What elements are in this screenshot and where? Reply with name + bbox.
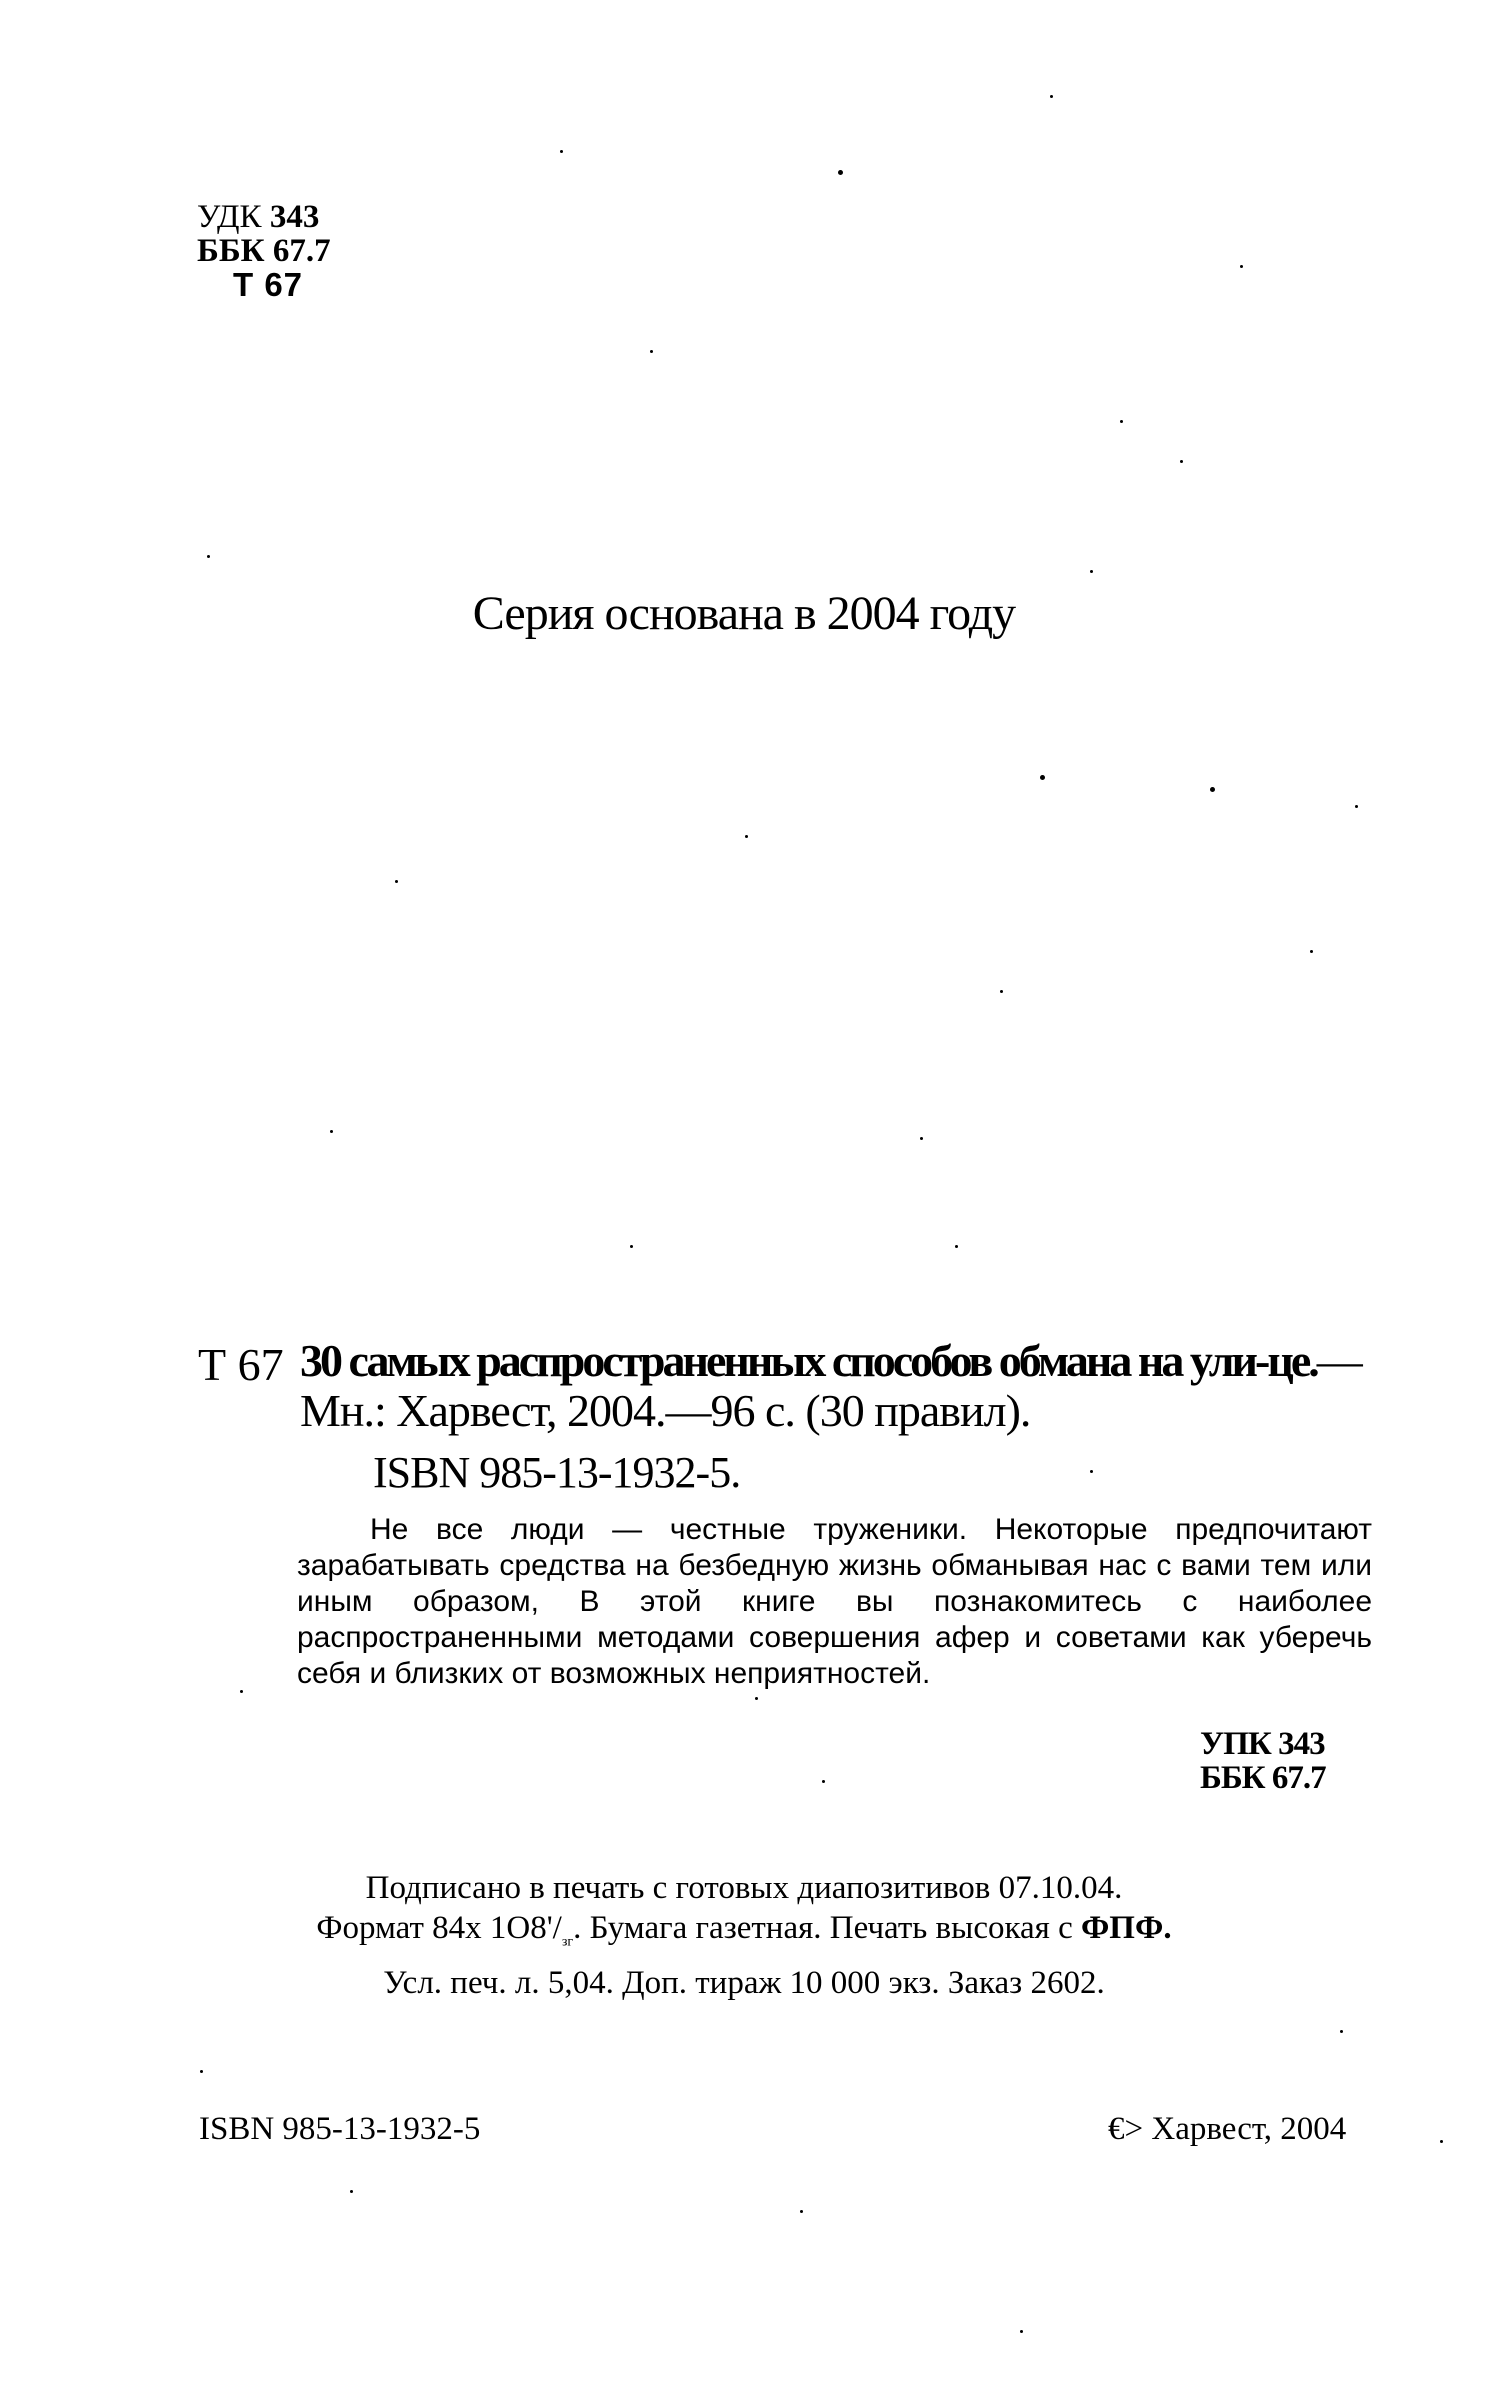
scan-speck (350, 2190, 353, 2193)
catalog-entry (300, 1336, 1380, 1436)
scan-speck (207, 555, 210, 558)
format-text: Формат 84х 1О8'/ (316, 1910, 562, 1946)
format-subscript: зг (561, 1934, 574, 1950)
catalog-code: Т 67 (198, 1339, 284, 1390)
scan-speck (1040, 775, 1045, 780)
annotation: Не все люди — честные труженики. Некоторые предпочитают зарабатывать средства на безбедную жизнь обманывая нас с вами тем или иным образом, В этой книге вы познакомитесь с наиболее распространенными методами совершения афер и советами как уберечь себя и близких от возможных неприятностей. (297, 1513, 1372, 1690)
imprint-line-1: Подписано в печать с готовых диапозитивов 07.10.04. (365, 1870, 1123, 1906)
udk-row (197, 200, 331, 234)
bbk-label: ББК (197, 233, 265, 269)
book-title: 30 самых распространенных способов обмана на ули-це. (300, 1335, 1317, 1386)
scan-speck (755, 1697, 758, 1700)
scan-speck (1340, 2030, 1343, 2033)
scan-speck (1120, 420, 1123, 423)
scan-speck (1310, 950, 1313, 953)
scan-speck (1090, 570, 1093, 573)
scan-speck (650, 350, 653, 353)
paper-text: . Бумага газетная. Печать высокая с (573, 1910, 1081, 1946)
publication-details: — Мн.: Харвест, 2004.—96 с. (30 правил). (300, 1335, 1362, 1436)
scan-speck (200, 2070, 203, 2073)
scan-speck (240, 1690, 243, 1693)
scan-speck (920, 1137, 923, 1140)
scan-speck (1050, 95, 1053, 98)
scan-speck (1090, 1470, 1093, 1473)
imprint-line-2 (0, 1908, 1488, 1963)
scan-speck (745, 835, 748, 838)
udk-repeat: УПК 343 (1200, 1726, 1325, 1762)
classification-repeat (1200, 1727, 1326, 1795)
scan-speck (1240, 265, 1243, 268)
scan-speck (1210, 787, 1215, 792)
scan-speck (560, 150, 563, 153)
scan-speck (800, 2210, 803, 2213)
footer-isbn: ISBN 985-13-1932-5 (199, 2111, 481, 2147)
scan-speck (1440, 2140, 1443, 2143)
series-note: Серия основана в 2004 году (472, 587, 1016, 640)
scan-speck (838, 170, 843, 175)
printer-abbrev: ФПФ. (1080, 1910, 1172, 1946)
scan-speck (1355, 805, 1358, 808)
scan-speck (955, 1245, 958, 1248)
print-imprint (0, 1868, 1488, 2003)
scan-speck (1000, 990, 1003, 993)
scan-speck (395, 880, 398, 883)
scan-speck (1020, 2330, 1023, 2333)
scan-speck (1180, 460, 1183, 463)
author-mark: Т 67 (233, 266, 304, 303)
bbk-value: 67.7 (272, 233, 331, 269)
scan-speck (630, 1245, 633, 1248)
copyright-notice: €> Харвест, 2004 (1108, 2111, 1347, 2147)
udk-value: 343 (269, 199, 320, 235)
classification-block (197, 200, 331, 302)
imprint-line-3: Усл. печ. л. 5,04. Доп. тираж 10 000 экз. Заказ 2602. (383, 1964, 1105, 2001)
scan-speck (330, 1130, 333, 1133)
bbk-row (197, 234, 331, 268)
udk-label: УДК (197, 199, 262, 235)
catalog-isbn: ISBN 985-13-1932-5. (373, 1448, 741, 1497)
scan-speck (822, 1780, 825, 1783)
bbk-repeat: ББК 67.7 (1200, 1760, 1326, 1796)
